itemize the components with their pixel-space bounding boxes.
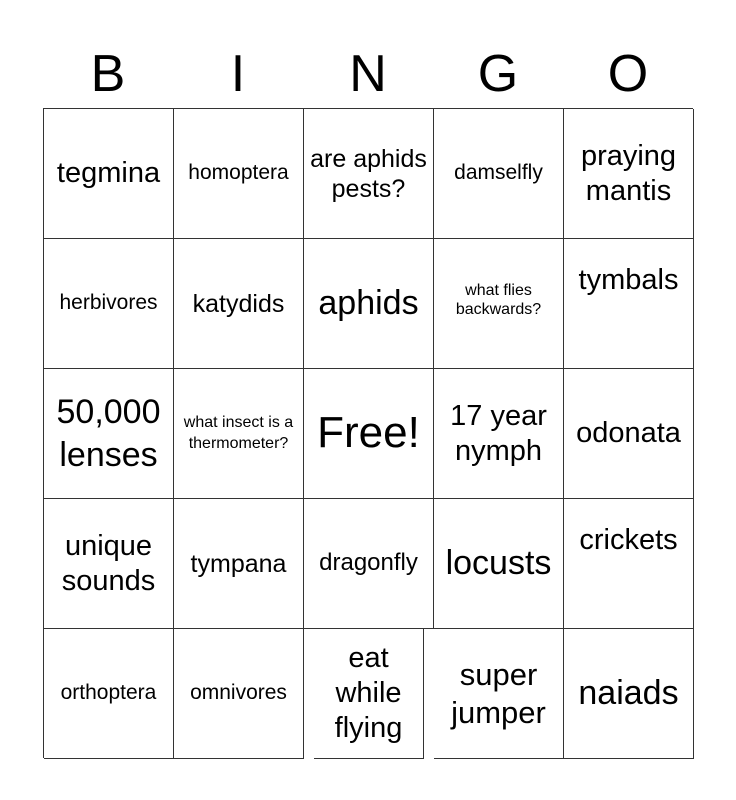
- bingo-header: [43, 40, 693, 108]
- cell-label: locusts: [445, 544, 552, 583]
- free-space-label: Free!: [317, 408, 420, 458]
- cell-label: eat while flying: [334, 642, 403, 744]
- cell-label: tymbals: [578, 264, 679, 296]
- bingo-cell[interactable]: [304, 239, 434, 369]
- cell-label: naiads: [578, 674, 679, 713]
- bingo-board: [43, 108, 693, 758]
- header-letter-b: B: [90, 45, 126, 103]
- header-letter-g: G: [477, 45, 519, 103]
- bingo-cell[interactable]: [564, 369, 694, 499]
- cell-label: homoptera: [188, 161, 289, 185]
- bingo-cell[interactable]: [174, 629, 304, 759]
- cell-label: unique sounds: [61, 529, 156, 597]
- bingo-cell[interactable]: [174, 109, 304, 239]
- header-letter-i: I: [230, 45, 246, 103]
- bingo-cell[interactable]: [44, 629, 174, 759]
- bingo-cell[interactable]: [304, 109, 434, 239]
- bingo-cell[interactable]: [174, 369, 304, 499]
- free-space-cell[interactable]: [304, 369, 434, 499]
- bingo-cell[interactable]: [314, 629, 424, 759]
- bingo-cell[interactable]: [44, 369, 174, 499]
- bingo-cell[interactable]: [174, 239, 304, 369]
- bingo-cell[interactable]: [564, 499, 694, 629]
- bingo-cell[interactable]: [564, 239, 694, 369]
- header-letter-o: O: [607, 45, 649, 103]
- bingo-cell[interactable]: [434, 499, 564, 629]
- cell-label: tympana: [190, 549, 287, 578]
- cell-label: tegmina: [56, 157, 161, 190]
- cell-label: are aphids pests?: [310, 144, 427, 203]
- bingo-cell[interactable]: [434, 629, 564, 759]
- bingo-cell[interactable]: [434, 369, 564, 499]
- cell-label: crickets: [579, 524, 678, 556]
- cell-label: 17 year nymph: [450, 399, 547, 467]
- cell-label: 50,000 lenses: [56, 393, 161, 474]
- cell-label: katydids: [192, 289, 285, 318]
- cell-label: what flies backwards?: [455, 282, 542, 318]
- bingo-cell[interactable]: [564, 629, 694, 759]
- cell-label: omnivores: [190, 681, 287, 705]
- cell-label: damselfly: [454, 161, 543, 185]
- cell-label: aphids: [318, 284, 419, 323]
- cell-label: praying mantis: [580, 139, 677, 207]
- cell-label: herbivores: [59, 291, 158, 315]
- bingo-cell[interactable]: [564, 109, 694, 239]
- cell-label: super jumper: [451, 657, 546, 730]
- cell-label: odonata: [576, 417, 681, 450]
- bingo-cell[interactable]: [174, 499, 304, 629]
- bingo-cell[interactable]: [434, 239, 564, 369]
- cell-label: what insect is a thermometer?: [183, 413, 294, 452]
- bingo-cell[interactable]: [44, 499, 174, 629]
- bingo-cell[interactable]: [44, 109, 174, 239]
- bingo-cell[interactable]: [434, 109, 564, 239]
- bingo-cell[interactable]: [44, 239, 174, 369]
- header-letter-n: N: [349, 45, 387, 103]
- cell-label: orthoptera: [60, 681, 157, 705]
- bingo-cell[interactable]: [304, 499, 434, 629]
- cell-label: dragonfly: [319, 549, 418, 577]
